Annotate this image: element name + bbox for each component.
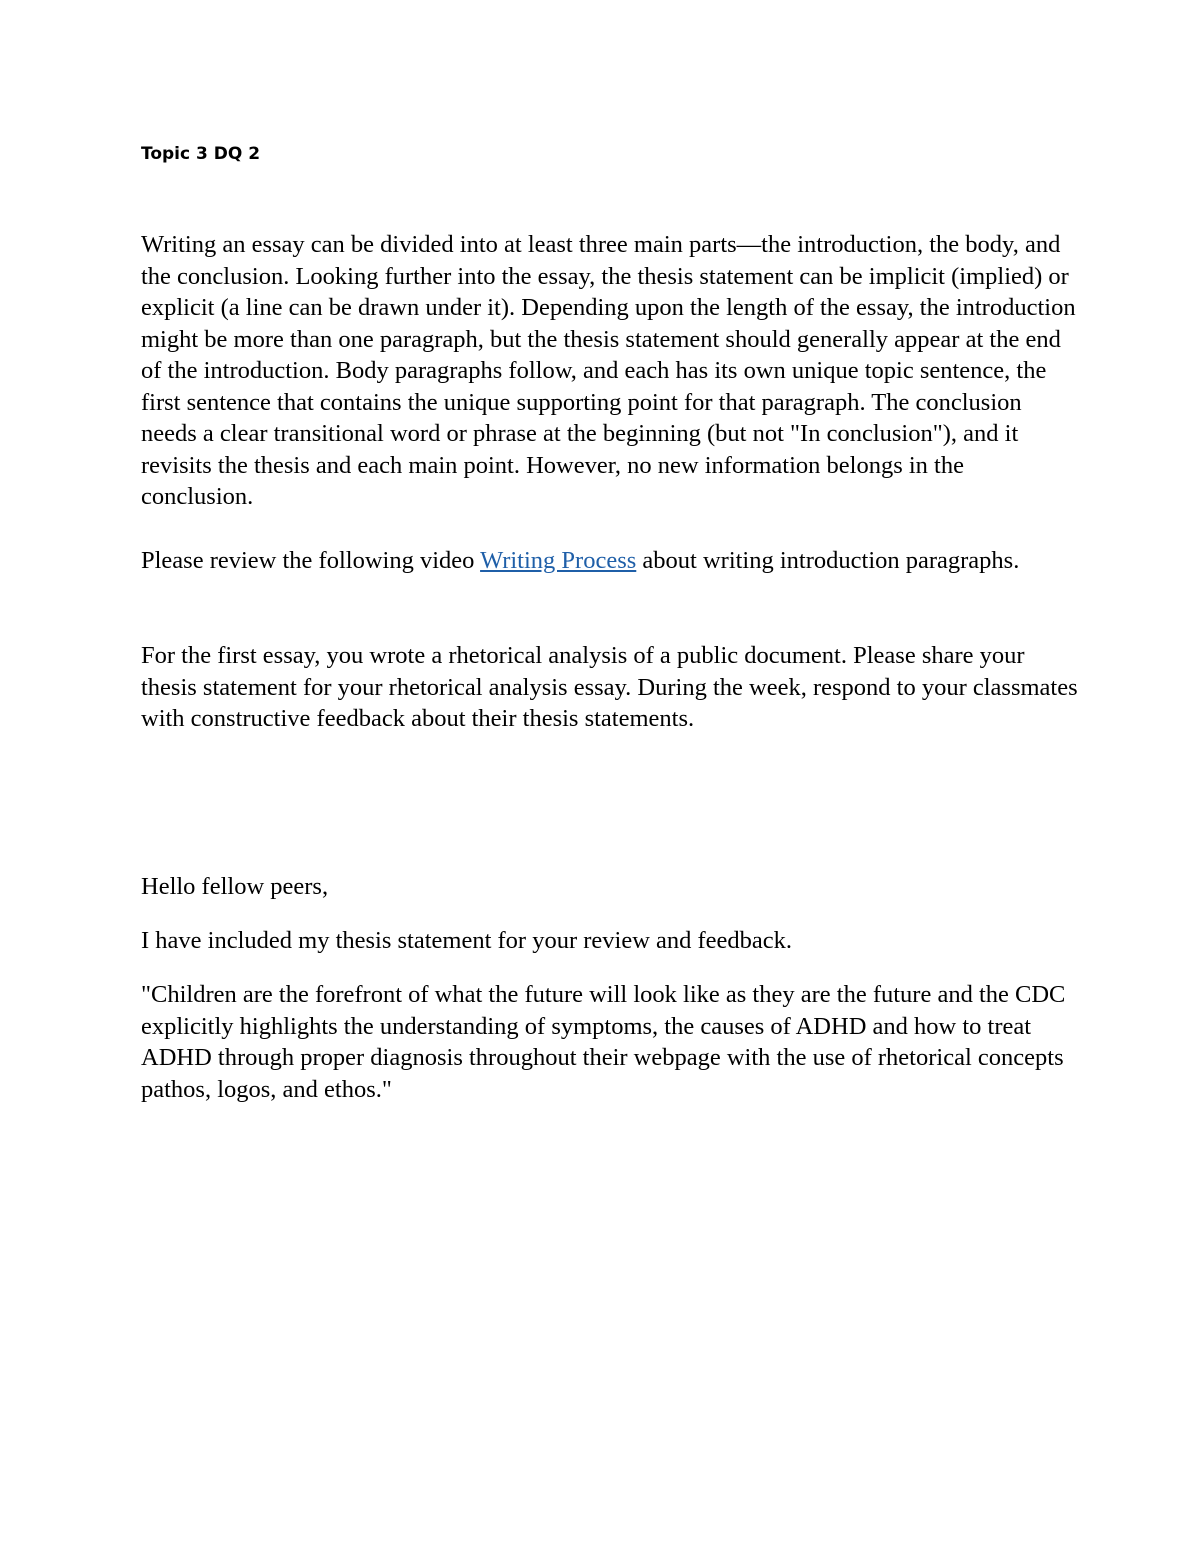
review-text-after: about writing introduction paragraphs. [636,547,1020,574]
intro-paragraph: Writing an essay can be divided into at least three main parts—the introduction, the body, and the conclusion. Looking further into the essay, the thesis statement can be implicit (implied) or explicit (a line can be drawn under it). Depending upon the length of the essay, the introduction might be more than one paragraph, but the thesis statement should generally appear at the end of the introduction. Body paragraphs follow, and each has its own unique topic sentence, the first sentence that contains the unique supporting point for that paragraph. The conclusion needs a clear transitional word or phrase at the beginning (but not "In conclusion"), and it revisits the thesis and each main point. However, no new information belongs in the conclusion. [141,231,1076,510]
thesis-quote: "Children are the forefront of what the future will look like as they are the future and the CDC explicitly highlights the understanding of symptoms, the causes of ADHD and how to treat ADHD through proper diagnosis throughout their webpage with the use of rhetorical concepts pathos, logos, and ethos." [141,981,1066,1103]
included-line: I have included my thesis statement for your review and feedback. [141,927,793,954]
writing-process-link[interactable]: Writing Process [480,547,637,574]
document-title: Topic 3 DQ 2 [141,144,261,164]
greeting-line: Hello fellow peers, [141,873,329,900]
video-review-paragraph [141,545,1081,577]
review-text-before: Please review the following video [141,547,481,574]
assignment-paragraph: For the first essay, you wrote a rhetorical analysis of a public document. Please share your thesis statement for your rhetorical analysis essay. During the week, respond to your classmates with constructive feedback about their thesis statements. [141,642,1078,732]
